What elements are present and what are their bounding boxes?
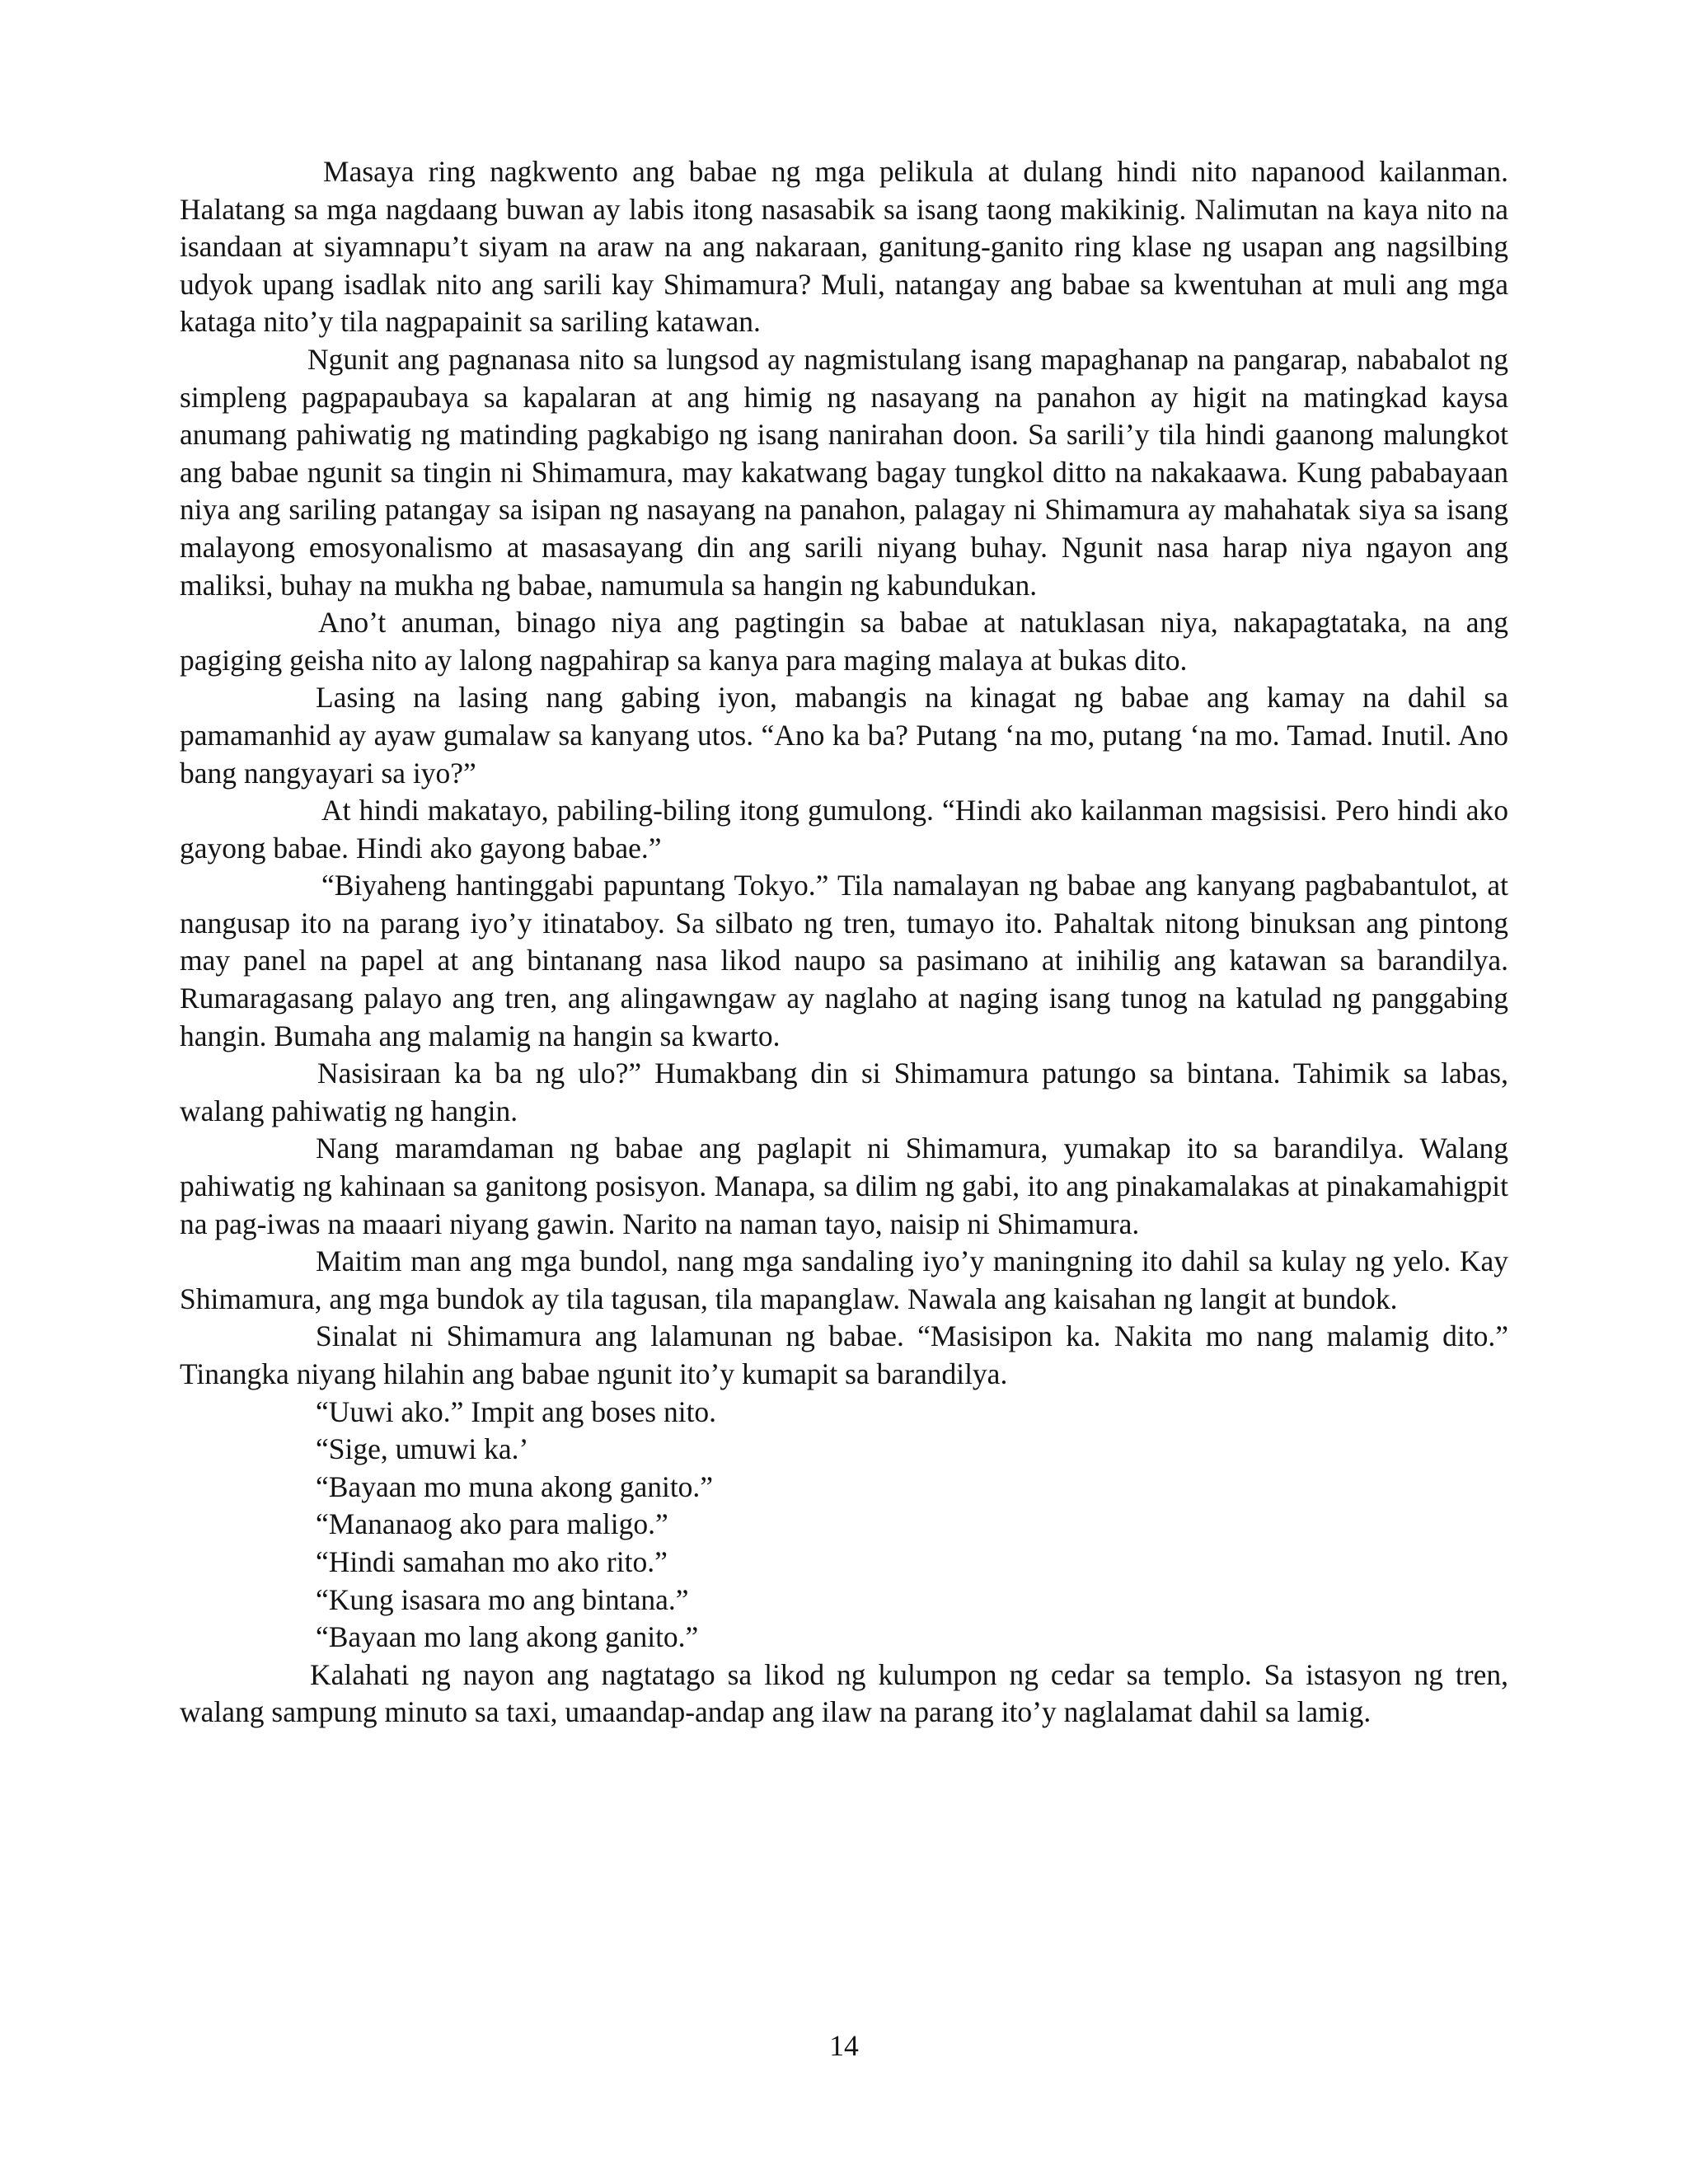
- page-body: [180, 153, 1508, 1732]
- dialogue-line: “Bayaan mo lang akong ganito.”: [316, 1620, 699, 1654]
- paragraph: Nasisiraan ka ba ng ulo?” Humakbang din si Shimamura patungo sa bintana. Tahimik sa labas, walang pahiwatig ng hangin.: [180, 1057, 1508, 1127]
- dialogue-line: “Uuwi ako.” Impit ang boses nito.: [316, 1394, 717, 1428]
- paragraph: Lasing na lasing nang gabing iyon, mabangis na kinagat ng babae ang kamay na dahil sa pamamanhid ay ayaw gumalaw sa kanyang utos. “Ano ka ba? Putang ‘na mo, putang ‘na mo. Tamad. Inutil. Ano bang nangyayari sa iyo?”: [180, 681, 1508, 790]
- paragraph: Maitim man ang mga bundol, nang mga sandaling iyo’y maningning ito dahil sa kulay ng yelo. Kay Shimamura, ang mga bundok ay tila tagusan, tila mapanglaw. Nawala ang kaisahan ng langit at bundok.: [180, 1244, 1508, 1315]
- paragraph: Kalahati ng nayon ang nagtatago sa likod ng kulumpon ng cedar sa templo. Sa istasyon ng tren, walang sampung minuto sa taxi, umaandap-andap ang ilaw na parang ito’y naglalamat dahil sa lamig.: [180, 1657, 1508, 1729]
- dialogue-line: “Hindi samahan mo ako rito.”: [316, 1544, 668, 1578]
- paragraph: At hindi makatayo, pabiling-biling itong gumulong. “Hindi ako kailanman magsisisi. Pero hindi ako gayong babae. Hindi ako gayong babae.”: [180, 794, 1508, 865]
- paragraph: “Biyaheng hantinggabi papuntang Tokyo.” Tila namalayan ng babae ang kanyang pagbabantulot, at nangusap ito na parang iyo’y itinataboy. Sa silbato ng tren, tumayo ito. Pahaltak nitong binuksan ang pintong may panel na papel at ang bintanang nasa likod naupo sa pasimano at inihilig ang katawan sa barandilya. Rumaragasang palayo ang tren, ang alingawngaw ay naglaho at naging isang tunog na katulad ng panggabing hangin. Bumaha ang malamig na hangin sa kwarto.: [180, 869, 1508, 1052]
- dialogue-line: “Bayaan mo muna akong ganito.”: [316, 1469, 714, 1503]
- dialogue-line: “Mananaog ako para maligo.”: [316, 1507, 668, 1541]
- dialogue-line: “Sige, umuwi ka.’: [316, 1432, 529, 1466]
- paragraph: Masaya ring nagkwento ang babae ng mga pelikula at dulang hindi nito napanood kailanman. Halatang sa mga nagdaang buwan ay labis itong nasasabik sa isang taong makikinig. Nalimutan na kaya nito na isandaan at siyamnapu’t siyam na araw na ang nakaraan, ganitung-ganito ring klase ng usapan ang nagsilbing udyok upang isadlak nito ang sarili kay Shimamura? Muli, natangay ang babae sa kwentuhan at muli ang mga kataga nito’y tila nagpapainit sa sariling katawan.: [180, 155, 1508, 339]
- paragraph: Nang maramdaman ng babae ang paglapit ni Shimamura, yumakap ito sa barandilya. Walang pahiwatig ng kahinaan sa ganitong posisyon. Manapa, sa dilim ng gabi, ito ang pinakamalakas at pinakamahigpit na pag-iwas na maaari niyang gawin. Narito na naman tayo, naisip ni Shimamura.: [180, 1132, 1508, 1240]
- paragraph: Sinalat ni Shimamura ang lalamunan ng babae. “Masisipon ka. Nakita mo nang malamig dito.” Tinangka niyang hilahin ang babae ngunit ito’y kumapit sa barandilya.: [180, 1319, 1508, 1390]
- page-number: 14: [829, 2029, 859, 2062]
- paragraph: Ano’t anuman, binago niya ang pagtingin sa babae at natuklasan niya, nakapagtataka, na ang pagiging geisha nito ay lalong nagpahirap sa kanya para maging malaya at bukas dito.: [180, 606, 1508, 677]
- dialogue-line: “Kung isasara mo ang bintana.”: [316, 1582, 689, 1616]
- paragraph: Ngunit ang pagnanasa nito sa lungsod ay nagmistulang isang mapaghanap na pangarap, nababalot ng simpleng pagpapaubaya sa kapalaran at ang himig ng nasayang na panahon ay higit na matingkad kaysa anumang pahiwatig ng matinding pagkabigo ng isang nanirahan doon. Sa sarili’y tila hindi gaanong malungkot ang babae ngunit sa tingin ni Shimamura, may kakatwang bagay tungkol ditto na nakakaawa. Kung pababayaan niya ang sariling patangay sa isipan ng nasayang na panahon, palagay ni Shimamura ay mahahatak siya sa isang malayong emosyonalismo at masasayang din ang sarili niyang buhay. Ngunit nasa harap niya ngayon ang maliksi, buhay na mukha ng babae, namumula sa hangin ng kabundukan.: [180, 342, 1508, 602]
